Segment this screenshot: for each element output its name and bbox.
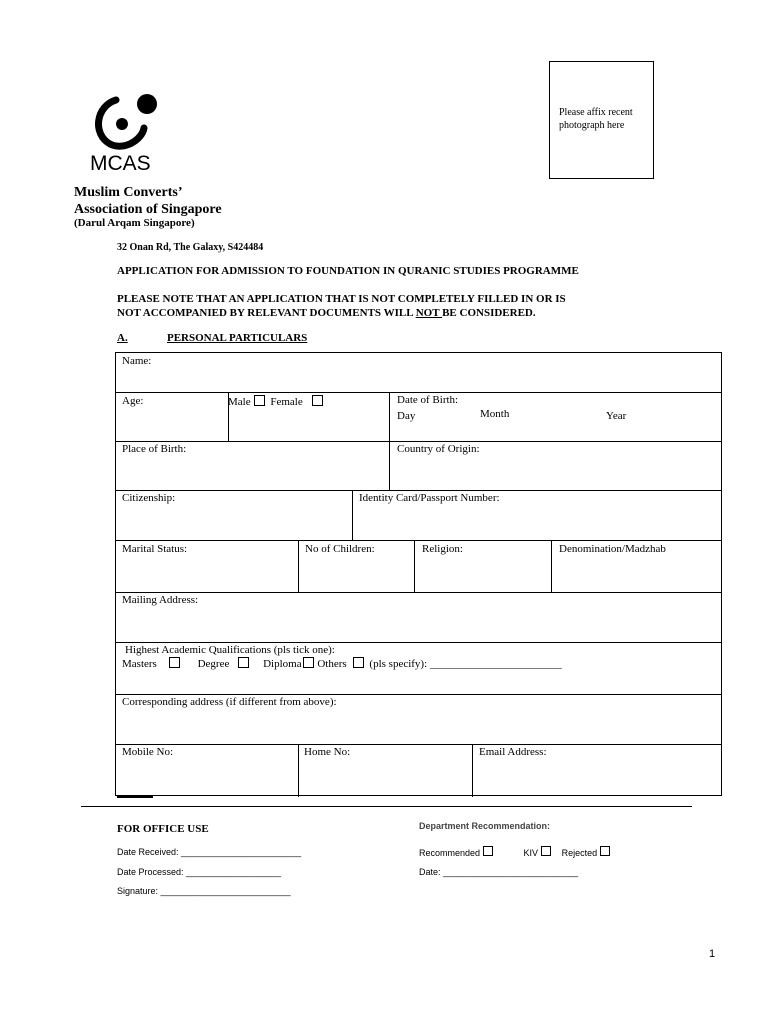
rejected-checkbox[interactable] bbox=[600, 846, 610, 856]
section-title: PERSONAL PARTICULARS bbox=[167, 332, 308, 344]
photo-placeholder bbox=[549, 61, 654, 179]
signature-field[interactable]: Signature: __________________________ bbox=[117, 886, 291, 896]
section-divider bbox=[81, 806, 692, 807]
diploma-checkbox[interactable] bbox=[303, 657, 314, 668]
corresponding-address-field[interactable]: Corresponding address (if different from above): bbox=[122, 696, 337, 708]
organization-subtitle: (Darul Arqam Singapore) bbox=[74, 217, 195, 229]
citizenship-field[interactable]: Citizenship: bbox=[122, 492, 176, 504]
others-label: Others bbox=[317, 658, 347, 670]
qualification-options bbox=[122, 657, 562, 670]
note-line2-b: BE CONSIDERED. bbox=[442, 307, 536, 319]
office-use-title: FOR OFFICE USE bbox=[117, 823, 209, 835]
note-line2-a: NOT ACCOMPANIED BY RELEVANT DOCUMENTS WILL bbox=[117, 307, 416, 319]
masters-label: Masters bbox=[122, 658, 157, 670]
dob-label: Date of Birth: bbox=[397, 394, 459, 406]
male-label: Male bbox=[228, 396, 251, 408]
note-line1: PLEASE NOTE THAT AN APPLICATION THAT IS NOT COMPLETELY FILLED IN OR IS bbox=[117, 293, 566, 305]
date-processed-field[interactable]: Date Processed: ___________________ bbox=[117, 867, 282, 877]
email-field[interactable]: Email Address: bbox=[479, 746, 547, 758]
department-date-field[interactable]: Date: ___________________________ bbox=[419, 867, 579, 877]
country-of-origin-field[interactable]: Country of Origin: bbox=[397, 443, 480, 455]
marital-status-field[interactable]: Marital Status: bbox=[122, 543, 188, 555]
recommended-label: Recommended bbox=[419, 848, 481, 858]
degree-checkbox[interactable] bbox=[238, 657, 249, 668]
name-field[interactable]: Name: bbox=[122, 355, 152, 367]
date-received-field[interactable]: Date Received: ________________________ bbox=[117, 847, 302, 857]
section-letter: A. bbox=[117, 332, 128, 344]
others-checkbox[interactable] bbox=[353, 657, 364, 668]
photo-instruction: Please affix recent photograph here bbox=[559, 107, 633, 131]
children-field[interactable]: No of Children: bbox=[305, 543, 375, 555]
organization-name bbox=[74, 184, 222, 218]
logo-text: MCAS bbox=[90, 152, 151, 175]
mobile-field[interactable]: Mobile No: bbox=[122, 746, 174, 758]
female-label: Female bbox=[270, 396, 303, 408]
qualifications-label: Highest Academic Qualifications (pls tick one): bbox=[125, 644, 335, 656]
others-specify-field[interactable]: (pls specify): ________________________ bbox=[369, 658, 562, 670]
mcas-logo-icon bbox=[86, 92, 168, 176]
religion-field[interactable]: Religion: bbox=[422, 543, 463, 555]
mcas-logo bbox=[86, 92, 168, 176]
note-not-emphasis: NOT bbox=[415, 307, 443, 319]
age-field[interactable]: Age: bbox=[122, 395, 144, 407]
gender-options bbox=[228, 395, 326, 408]
recommendation-options bbox=[419, 846, 610, 858]
male-checkbox[interactable] bbox=[254, 395, 265, 406]
form-note bbox=[117, 292, 566, 320]
personal-particulars-table bbox=[115, 352, 722, 796]
mailing-address-field[interactable]: Mailing Address: bbox=[122, 594, 199, 606]
dob-year-field[interactable]: Year bbox=[606, 410, 627, 422]
masters-checkbox[interactable] bbox=[169, 657, 180, 668]
home-phone-field[interactable]: Home No: bbox=[304, 746, 351, 758]
denomination-field[interactable]: Denomination/Madzhab bbox=[559, 543, 666, 555]
department-recommendation-title: Department Recommendation: bbox=[419, 821, 551, 831]
short-underline bbox=[117, 796, 153, 798]
rejected-label: Rejected bbox=[561, 848, 598, 858]
id-number-field[interactable]: Identity Card/Passport Number: bbox=[359, 492, 500, 504]
diploma-label: Diploma bbox=[263, 658, 302, 670]
recommended-checkbox[interactable] bbox=[483, 846, 493, 856]
kiv-checkbox[interactable] bbox=[541, 846, 551, 856]
place-of-birth-field[interactable]: Place of Birth: bbox=[122, 443, 187, 455]
organization-address: 32 Onan Rd, The Galaxy, S424484 bbox=[117, 242, 264, 253]
page-number: 1 bbox=[709, 948, 716, 960]
kiv-label: KIV bbox=[523, 848, 539, 858]
org-name-line1: Muslim Converts’ bbox=[74, 185, 183, 200]
degree-label: Degree bbox=[197, 658, 230, 670]
org-name-line2: Association of Singapore bbox=[74, 202, 222, 217]
form-title: APPLICATION FOR ADMISSION TO FOUNDATION IN QURANIC STUDIES PROGRAMME bbox=[117, 265, 579, 277]
dob-month-field[interactable]: Month bbox=[480, 408, 510, 420]
note-line2 bbox=[117, 306, 566, 320]
female-checkbox[interactable] bbox=[312, 395, 323, 406]
dob-day-field[interactable]: Day bbox=[397, 410, 416, 422]
